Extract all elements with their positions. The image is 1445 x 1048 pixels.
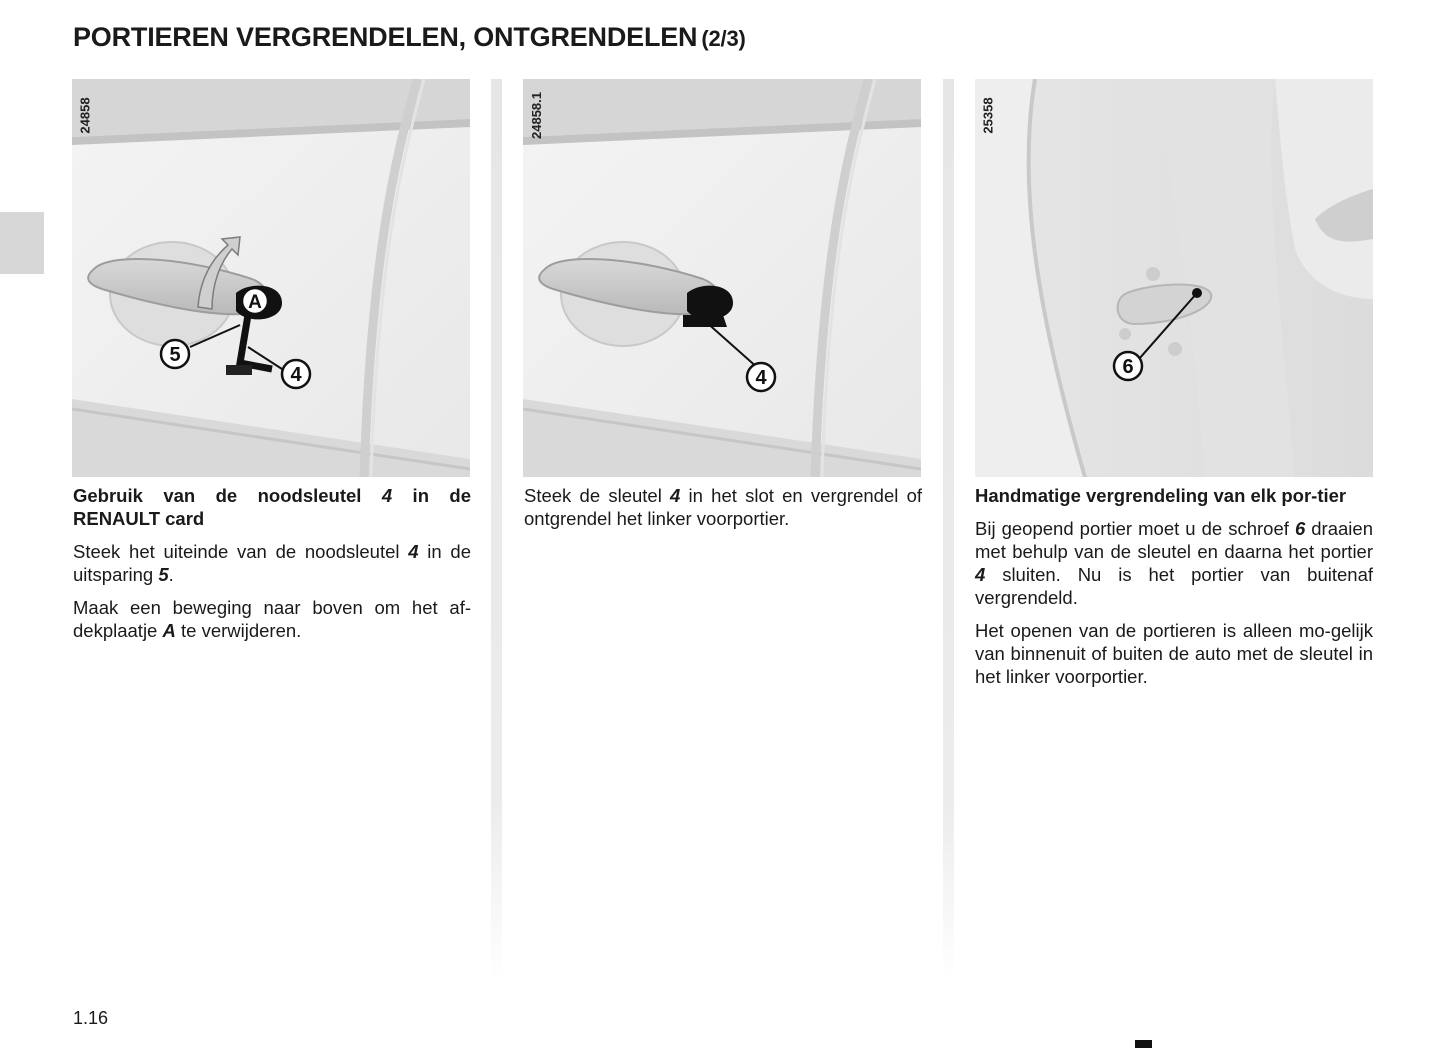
door-lock-illustration <box>523 79 921 477</box>
figure-key-in-lock <box>523 79 921 477</box>
callout-5: 5 <box>169 344 181 366</box>
text-column-1 <box>73 484 471 652</box>
body-paragraph: Maak een beweging naar boven om het af-dekplaatje A te verwijderen. <box>73 597 471 641</box>
figure-number: 24858 <box>77 96 93 134</box>
page-title-text: PORTIEREN VERGRENDELEN, ONTGRENDELEN <box>73 22 698 52</box>
chapter-tab <box>0 212 44 274</box>
column-separator <box>943 79 954 982</box>
page-number: 1.16 <box>73 1008 109 1028</box>
callout-4: 4 <box>290 364 302 386</box>
callout-6: 6 <box>1122 356 1134 378</box>
door-edge-illustration <box>975 79 1373 477</box>
body-paragraph: Steek het uiteinde van de noodsleutel 4 in de uitsparing 5. <box>73 541 471 585</box>
callout-A: A <box>248 292 262 313</box>
figure-number: 24858.1 <box>528 91 544 139</box>
body-paragraph: Het openen van de portieren is alleen mo-gelijk van binnenuit of buiten de auto met de sleutel in het linker voorportier. <box>975 620 1373 687</box>
page-title-suffix: (2/3) <box>701 26 746 51</box>
figure-number: 25358 <box>980 96 996 134</box>
section-heading: Gebruik van de noodsleutel 4 in de RENAULT card <box>73 485 471 529</box>
body-paragraph: Bij geopend portier moet u de schroef 6 draaien met behulp van de sleutel en daarna het portier 4 sluiten. Nu is het portier van buitenaf vergrendeld. <box>975 518 1373 608</box>
section-heading: Handmatige vergrendeling van elk por-tier <box>975 485 1347 506</box>
figure-door-lock-screw <box>975 79 1373 477</box>
callout-4: 4 <box>755 367 767 389</box>
figure-emergency-key-handle <box>72 79 470 477</box>
column-separator <box>491 79 502 982</box>
page-title <box>73 22 746 53</box>
body-paragraph: Steek de sleutel 4 in het slot en vergrendel of ontgrendel het linker voorportier. <box>524 485 922 529</box>
text-column-3 <box>975 484 1373 698</box>
text-column-2 <box>524 484 922 540</box>
corner-mark <box>1135 1040 1152 1048</box>
door-handle-illustration <box>72 79 470 477</box>
